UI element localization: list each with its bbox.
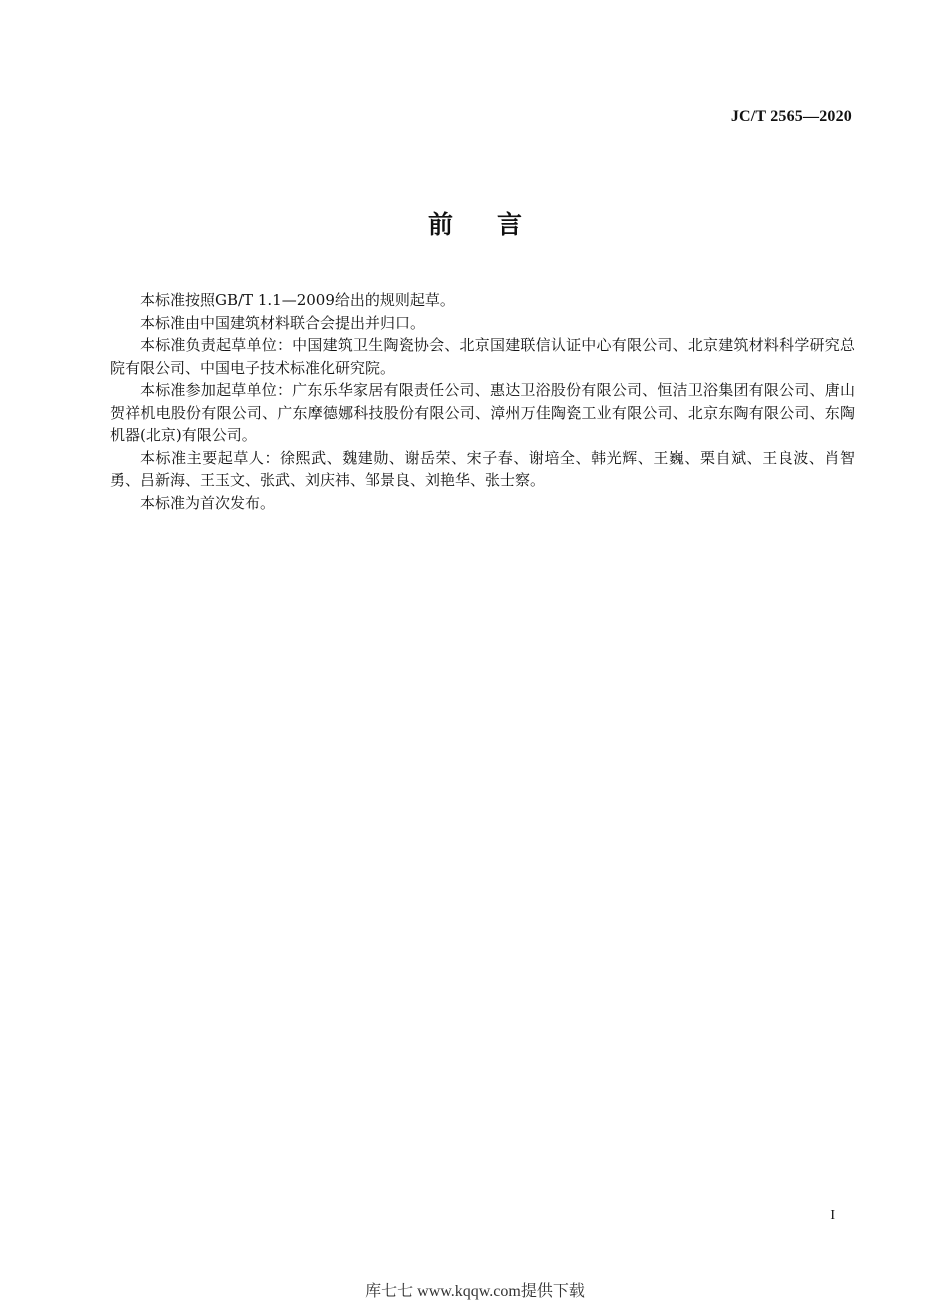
paragraph-drafting-rules: 本标准按照GB/T 1.1—2009给出的规则起草。 (140, 291, 455, 309)
paragraph-first-release: 本标准为首次发布。 (140, 493, 276, 512)
download-watermark: 库七七 www.kqqw.com提供下载 (365, 1283, 585, 1300)
page-number: I (830, 1208, 835, 1223)
standard-code: JC/T 2565—2020 (730, 108, 852, 125)
foreword-body (110, 289, 855, 514)
paragraph-main-drafters: 本标准主要起草人：徐熙武、魏建勋、谢岳荣、宋子春、谢培全、韩光辉、王巍、栗自斌、王良波、肖智勇、吕新海、王玉文、张武、刘庆祎、邹景良、刘艳华、张士察。 (110, 448, 855, 489)
paragraph-responsible-units: 本标准负责起草单位：中国建筑卫生陶瓷协会、北京国建联信认证中心有限公司、北京建筑材料科学研究总院有限公司、中国电子技术标准化研究院。 (110, 336, 855, 377)
paragraph-participating-units: 本标准参加起草单位：广东乐华家居有限责任公司、惠达卫浴股份有限公司、恒洁卫浴集团有限公司、唐山贺祥机电股份有限公司、广东摩德娜科技股份有限公司、漳州万佳陶瓷工业有限公司、北京东陶有限公司、东陶机器(北京)有限公司。 (110, 381, 855, 444)
page-title: 前言 (427, 210, 566, 239)
paragraph-proposer: 本标准由中国建筑材料联合会提出并归口。 (140, 313, 426, 332)
